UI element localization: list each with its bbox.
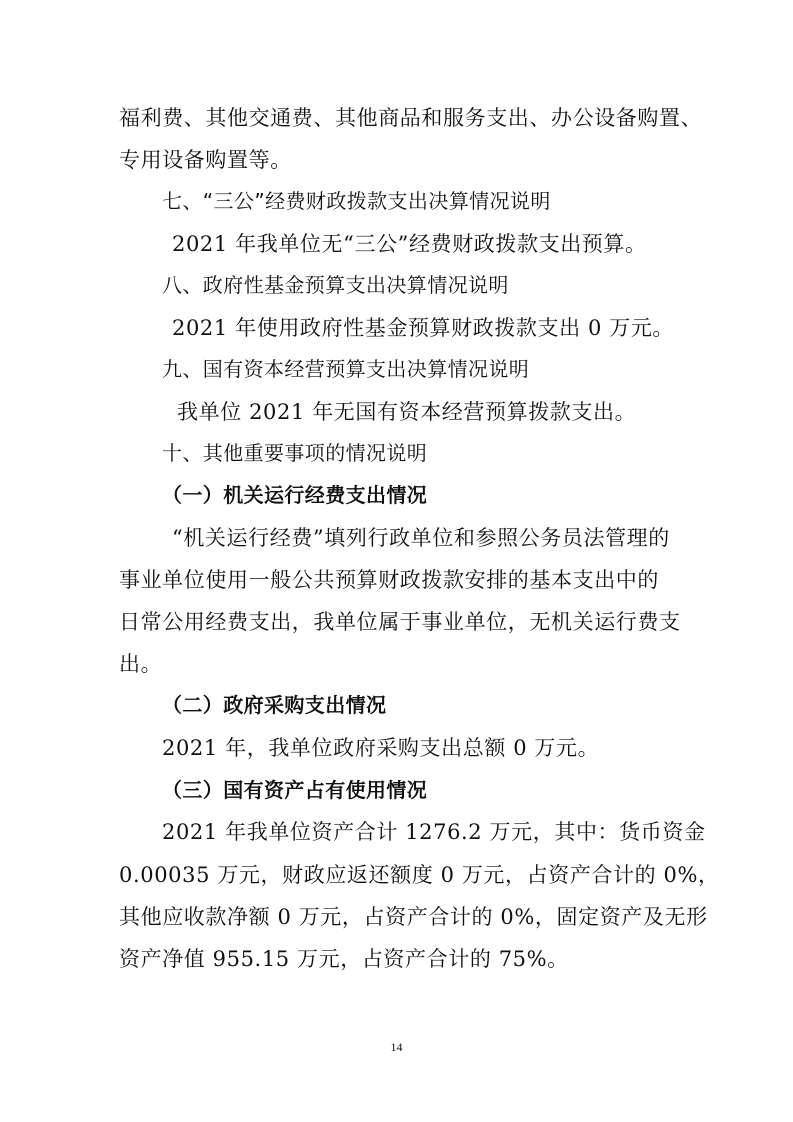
- section-heading: 八、政府性基金预算支出决算情况说明: [162, 273, 509, 297]
- body-line: 2021 年使用政府性基金预算财政拨款支出 0 万元。: [172, 316, 675, 340]
- section-heading: 十、其他重要事项的情况说明: [162, 441, 428, 465]
- body-line: 事业单位使用一般公共预算财政拨款安排的基本支出中的: [119, 568, 659, 592]
- section-heading: 七、“三公”经费财政拨款支出决算情况说明: [162, 189, 551, 213]
- body-line: 我单位 2021 年无国有资本经营预算拨款支出。: [177, 400, 637, 424]
- body-line: 福利费、其他交通费、其他商品和服务支出、办公设备购置、: [119, 106, 703, 130]
- section-heading: 九、国有资本经营预算支出决算情况说明: [162, 357, 530, 381]
- body-line: 专用设备购置等。: [119, 148, 292, 172]
- page-number: 14: [390, 1040, 403, 1054]
- body-line: 2021 年我单位无“三公”经费财政拨款支出预算。: [172, 232, 647, 256]
- subsection-heading: （二）政府采购支出情况: [162, 693, 387, 717]
- body-line: 资产净值 955.15 万元，占资产合计的 75%。: [119, 947, 569, 971]
- body-line: 2021 年，我单位政府采购支出总额 0 万元。: [162, 736, 600, 760]
- body-line: 2021 年我单位资产合计 1276.2 万元，其中：货币资金: [162, 820, 706, 844]
- body-line: “机关运行经费”填列行政单位和参照公务员法管理的: [172, 526, 670, 550]
- body-line: 出。: [119, 652, 163, 676]
- body-line: 0.00035 万元，财政应返还额度 0 万元，占资产合计的 0%，: [119, 863, 720, 887]
- body-line: 日常公用经费支出，我单位属于事业单位，无机关运行费支: [119, 610, 681, 634]
- body-line: 其他应收款净额 0 万元，占资产合计的 0%，固定资产及无形: [119, 905, 708, 929]
- subsection-heading: （一）机关运行经费支出情况: [162, 483, 428, 507]
- subsection-heading: （三）国有资产占有使用情况: [162, 778, 428, 802]
